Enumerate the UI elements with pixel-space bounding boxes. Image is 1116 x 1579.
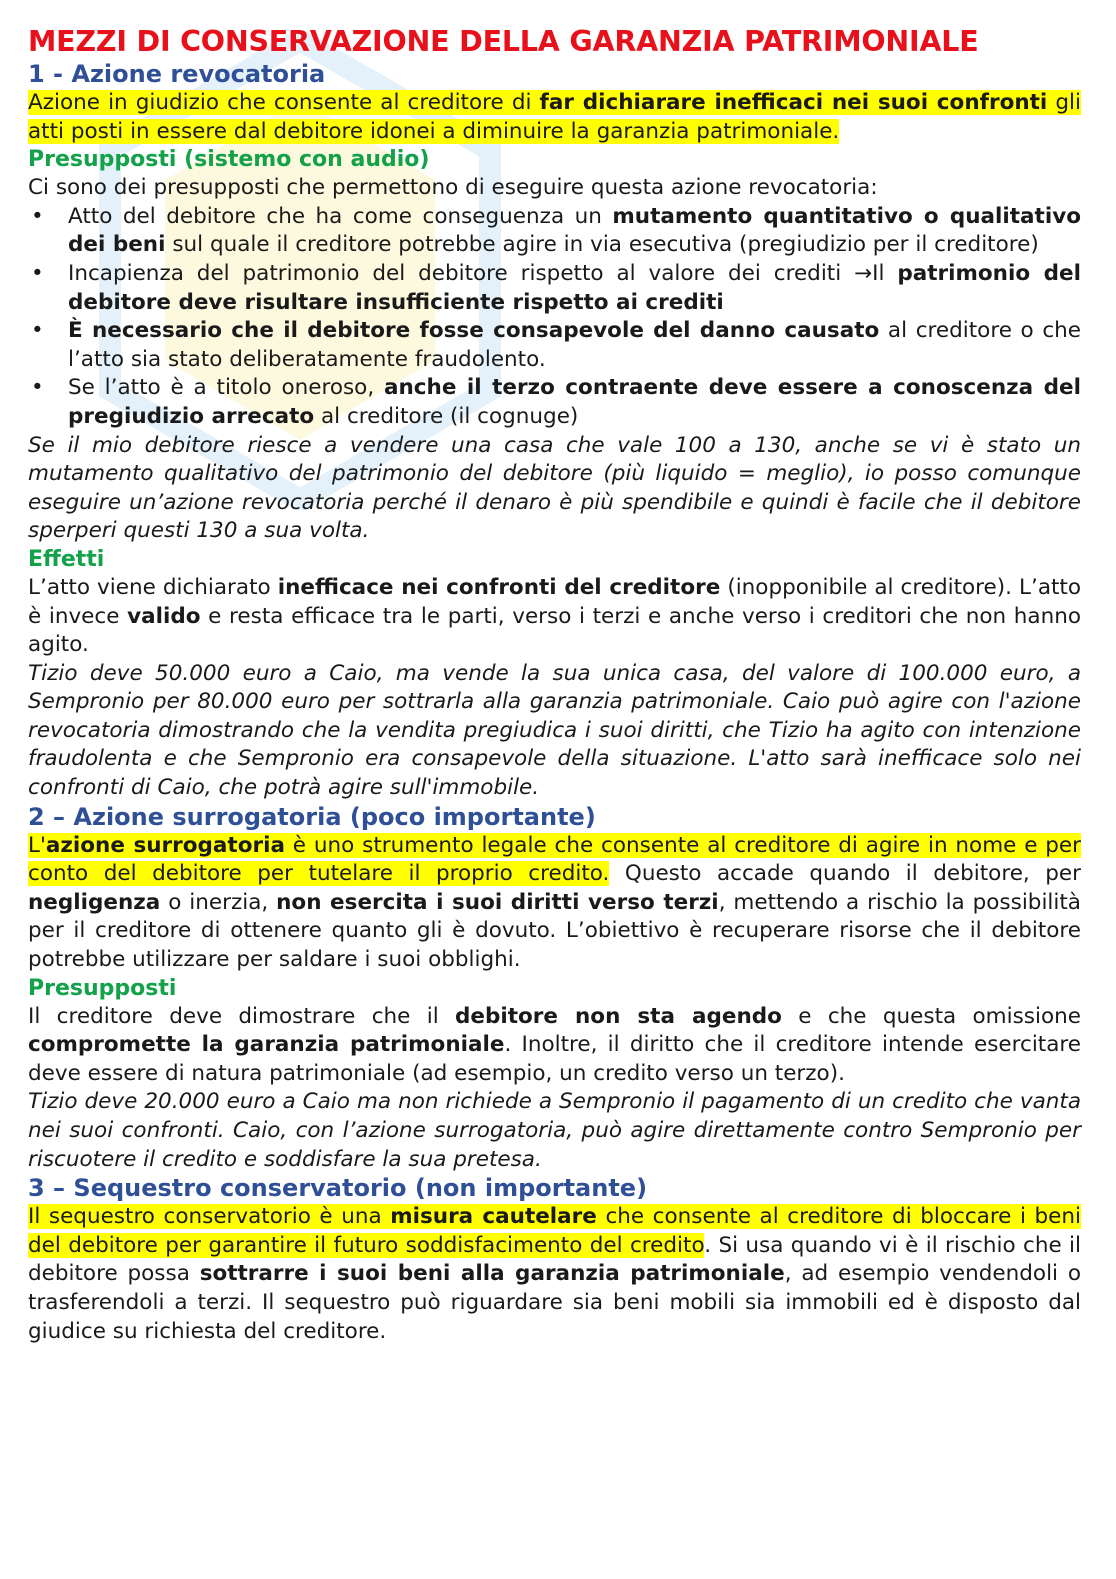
highlighted-text: L'azione surrogatoria è uno strumento legale che consente al creditore di agire in nome e per conto del debitore per tutelare il proprio credito.: [28, 832, 1082, 887]
paragraph-revocatoria-definition: [28, 89, 1081, 146]
example-surrogatoria: Tizio deve 20.000 euro a Caio ma non richiede a Sempronio il pagamento di un credito che vanta nei suoi confronti. Caio, con l’azione surrogatoria, può agire direttamente contro Sempronio per riscuotere il credito e soddisfare la sua pretesa.: [28, 1089, 1081, 1172]
highlighted-text: Azione in giudizio che consente al creditore di far dichiarare inefficaci nei suoi confronti gli atti posti in essere dal debitore idonei a diminuire la garanzia patrimoniale.: [28, 90, 1081, 144]
document-title: MEZZI DI CONSERVAZIONE DELLA GARANZIA PATRIMONIALE: [28, 25, 979, 58]
bold-text: far dichiarare inefficaci nei suoi confronti: [539, 90, 1048, 115]
section-heading-sequestro-conservatorio: 3 – Sequestro conservatorio (non importante): [28, 1174, 648, 1203]
highlighted-text: Il sequestro conservatorio è una misura cautelare che consente al creditore di bloccare i beni del debitore per garantire il futuro soddisfacimento del credito: [28, 1204, 1081, 1258]
list-item: • Se l’atto è a titolo oneroso, anche il terzo contraente deve essere a conoscenza del pregiudizio arrecato al creditore (il cognuge): [31, 375, 1081, 429]
paragraph-presupposti-intro: Ci sono dei presupposti che permettono di eseguire questa azione revocatoria:: [28, 175, 878, 201]
bullet-icon: •: [31, 375, 44, 401]
subheading-presupposti-surrogatoria: Presupposti: [28, 975, 177, 1001]
section-heading-azione-revocatoria: 1 - Azione revocatoria: [28, 60, 326, 88]
subheading-presupposti: Presupposti (sistemo con audio): [28, 147, 430, 173]
bullet-icon: •: [31, 203, 44, 229]
bullet-icon: •: [31, 260, 44, 286]
example-revocatoria: Se il mio debitore riesce a vendere una casa che vale 100 a 130, anche se vi è stato un mutamento qualitativo del patrimonio del debitore (più liquido = meglio), io posso comunque eseguire un’azione revocatoria perché il denaro è più spendibile e quindi è facile che il debitore sperperi questi 130 a sua volta.: [28, 432, 1081, 544]
paragraph-sequestro-definition: Il sequestro conservatorio è una misura cautelare che consente al creditore di bloccare i beni del debitore per garantire il futuro soddisfacimento del credito. Si usa quando vi è il rischio che il debitore possa sottrarre i suoi beni alla garanzia patrimoniale, ad esempio vendendoli o trasferendoli a terzi. Il sequestro può riguardare sia beni mobili sia immobili ed è disposto dal giudice su richiesta del creditore.: [28, 1204, 1081, 1344]
paragraph-presupposti-surrogatoria: Il creditore deve dimostrare che il debitore non sta agendo e che questa omissione compromette la garanzia patrimoniale. Inoltre, il diritto che il creditore intende esercitare deve essere di natura patrimoniale (ad esempio, un credito verso un terzo).: [28, 1003, 1081, 1086]
section-heading-azione-surrogatoria: 2 – Azione surrogatoria (poco importante): [28, 802, 596, 831]
document-page: [28, 24, 1081, 1346]
list-item: • Incapienza del patrimonio del debitore rispetto al valore dei crediti →Il patrimonio del debitore deve risultare insufficiente rispetto ai crediti: [31, 260, 1081, 315]
presupposti-list: [28, 203, 1081, 432]
list-item: • È necessario che il debitore fosse consapevole del danno causato al creditore o che l’atto sia stato deliberatamente fraudolento.: [31, 318, 1082, 372]
subheading-effetti: Effetti: [28, 546, 105, 572]
paragraph-surrogatoria-definition: L'azione surrogatoria è uno strumento legale che consente al creditore di agire in nome e per conto del debitore per tutelare il proprio credito. Questo accade quando il debitore, per negligenza o inerzia, non esercita i suoi diritti verso terzi, mettendo a rischio la possibilità per il creditore di ottenere quanto gli è dovuto. L’obiettivo è recuperare risorse che il debitore potrebbe utilizzare per saldare i suoi obblighi.: [28, 832, 1082, 973]
paragraph-effetti: L’atto viene dichiarato inefficace nei confronti del creditore (inopponibile al creditore). L’atto è invece valido e resta efficace tra le parti, verso i terzi e anche verso i creditori che non hanno agito.: [28, 574, 1082, 658]
bullet-icon: •: [31, 318, 44, 344]
example-effetti: Tizio deve 50.000 euro a Caio, ma vende la sua unica casa, del valore di 100.000 euro, a Sempronio per 80.000 euro per sottrarla alla garanzia patrimoniale. Caio può agire con l'azione revocatoria dimostrando che la vendita pregiudica i suoi diritti, che Tizio ha agito con intenzione fraudolenta e che Sempronio era consapevole della situazione. L'atto sarà inefficace solo nei confronti di Caio, che potrà agire sull'immobile.: [28, 660, 1081, 801]
list-item: • Atto del debitore che ha come conseguenza un mutamento quantitativo o qualitativo dei beni sul quale il creditore potrebbe agire in via esecutiva (pregiudizio per il creditore): [31, 203, 1081, 258]
